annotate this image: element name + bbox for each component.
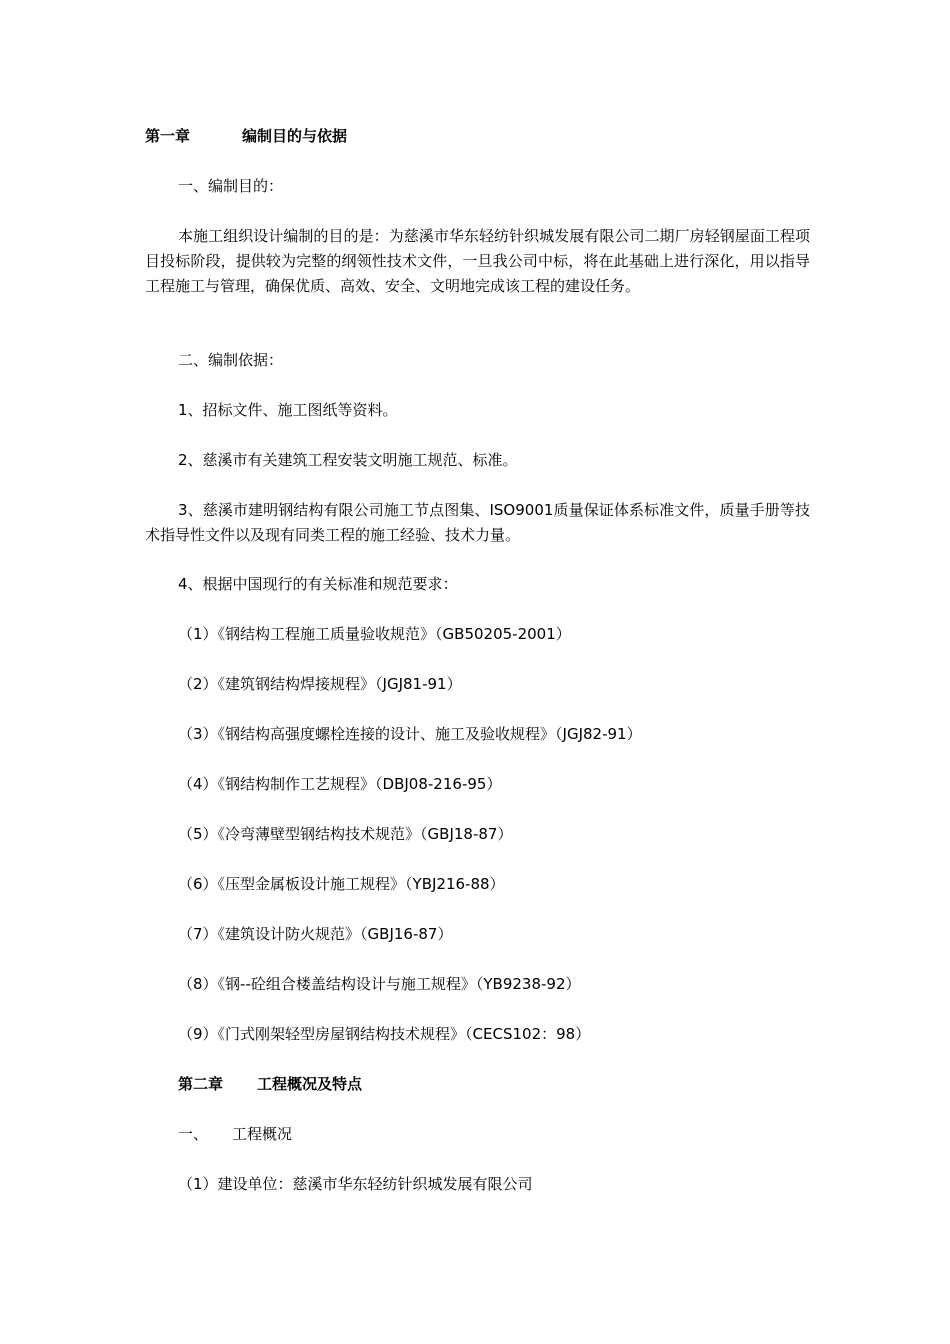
chapter2-section1-title: 工程概况 xyxy=(232,1125,293,1143)
standard-item-5: （5）《冷弯薄壁型钢结构技术规范》（GBJ18-87） xyxy=(178,825,513,843)
standard-item-4: （4）《钢结构制作工艺规程》（DBJ08-216-95） xyxy=(178,775,502,793)
chapter1-label: 第一章 xyxy=(145,127,191,145)
chapter1-title: 编制目的与依据 xyxy=(242,127,348,145)
project-owner-line: （1）建设单位：慈溪市华东轻纺针织城发展有限公司 xyxy=(178,1175,533,1193)
basis-item-2: 2、慈溪市有关建筑工程安装文明施工规范、标准。 xyxy=(178,451,518,469)
chapter2-section1-label: 一、 xyxy=(178,1125,209,1143)
basis-item-4: 4、根据中国现行的有关标准和规范要求： xyxy=(178,575,458,593)
section-purpose-body: 本施工组织设计编制的目的是：为慈溪市华东轻纺针织城发展有限公司二期厂房轻钢屋面工程项目投标阶段，提供较为完整的纲领性技术文件，一旦我公司中标，将在此基础上进行深化，用以指导工程施工与管理，确保优质、高效、安全、文明地完成该工程的建设任务。 xyxy=(145,227,810,295)
chapter2-section1-heading xyxy=(178,1122,843,1147)
chapter1-heading xyxy=(145,124,810,149)
basis-item-3: 3、慈溪市建明钢结构有限公司施工节点图集、ISO9001质量保证体系标准文件，质量手册等技术指导性文件以及现有同类工程的施工经验、技术力量。 xyxy=(145,501,810,544)
standard-item-9: （9）《门式刚架轻型房屋钢结构技术规程》（CECS102：98） xyxy=(178,1025,591,1043)
standard-item-1: （1）《钢结构工程施工质量验收规范》（GB50205-2001） xyxy=(178,625,571,643)
section-purpose-heading: 一、编制目的： xyxy=(178,177,284,195)
standard-item-7: （7）《建筑设计防火规范》（GBJ16-87） xyxy=(178,925,453,943)
standard-item-3: （3）《钢结构高强度螺栓连接的设计、施工及验收规程》（JGJ82-91） xyxy=(178,725,642,743)
standard-item-2: （2）《建筑钢结构焊接规程》（JGJ81-91） xyxy=(178,675,462,693)
chapter2-label: 第二章 xyxy=(178,1075,224,1093)
standard-item-6: （6）《压型金属板设计施工规程》（YBJ216-88） xyxy=(178,875,505,893)
chapter2-heading xyxy=(178,1072,843,1097)
chapter2-title: 工程概况及特点 xyxy=(257,1075,363,1093)
section-basis-heading: 二、编制依据： xyxy=(178,351,284,369)
standard-item-8: （8）《钢--砼组合楼盖结构设计与施工规程》（YB9238-92） xyxy=(178,975,581,993)
basis-item-1: 1、招标文件、施工图纸等资料。 xyxy=(178,401,398,419)
